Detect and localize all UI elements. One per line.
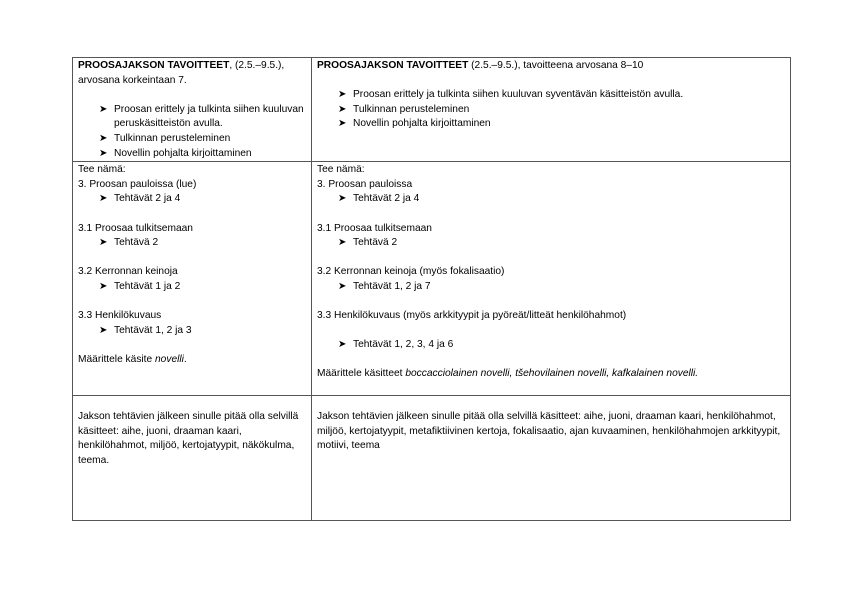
tasks-intro: Tee nämä:	[317, 164, 365, 176]
left-goals-list	[78, 103, 306, 161]
task-item: ➤ Tehtävät 2 ja 4	[338, 192, 785, 207]
task-item: ➤ Tehtävät 1 ja 2	[99, 280, 306, 295]
task-item: ➤ Tehtävä 2	[338, 236, 785, 251]
section-heading: 3.3 Henkilökuvaus (myös arkkityypit ja pyöreät/litteät henkilöhahmot)	[317, 310, 627, 322]
concepts-text: Jakson tehtävien jälkeen sinulle pitää olla selvillä käsitteet: aihe, juoni, draaman kaari, henkilöhahmot, miljöö, kertojatyypit, näkökulma, teema.	[78, 411, 299, 466]
arrow-bullet-icon: ➤	[338, 237, 347, 249]
left-goals-title: PROOSAJAKSON TAVOITTEET, (2.5.–9.5.),	[78, 60, 285, 71]
tasks-row	[73, 162, 791, 396]
right-goals-title: PROOSAJAKSON TAVOITTEET (2.5.–9.5.), tavoitteena arvosana 8–10	[317, 60, 644, 71]
arrow-bullet-icon: ➤	[99, 324, 108, 336]
list-item: ➤ Novellin pohjalta kirjoittaminen	[338, 117, 785, 132]
arrow-bullet-icon: ➤	[99, 103, 108, 115]
arrow-bullet-icon: ➤	[99, 132, 108, 144]
arrow-bullet-icon: ➤	[338, 339, 347, 351]
arrow-bullet-icon: ➤	[99, 147, 108, 159]
arrow-bullet-icon: ➤	[338, 193, 347, 205]
left-goals-subtitle: arvosana korkeintaan 7.	[78, 74, 187, 86]
task-item: ➤ Tehtävät 1, 2 ja 7	[338, 280, 785, 295]
right-tasks-cell	[312, 162, 791, 396]
right-goals-list	[317, 88, 785, 132]
section-heading: 3.3 Henkilökuvaus	[78, 310, 162, 322]
left-concepts-cell	[73, 396, 312, 521]
task-item: ➤ Tehtävät 1, 2, 3, 4 ja 6	[338, 338, 785, 353]
left-tasks-cell	[73, 162, 312, 396]
section-heading: 3.1 Proosaa tulkitsemaan	[78, 222, 193, 234]
section-heading: 3.2 Kerronnan keinoja	[78, 266, 178, 278]
course-plan-table	[72, 57, 791, 521]
arrow-bullet-icon: ➤	[338, 280, 347, 292]
list-item: ➤ Novellin pohjalta kirjoittaminen	[99, 147, 306, 162]
list-item: ➤ Tulkinnan perusteleminen	[99, 132, 306, 147]
arrow-bullet-icon: ➤	[338, 118, 347, 130]
arrow-bullet-icon: ➤	[338, 103, 347, 115]
task-item: ➤ Tehtävä 2	[99, 236, 306, 251]
concepts-row	[73, 396, 791, 521]
list-item: ➤ Proosan erittely ja tulkinta siihen kuuluvan peruskäsitteistön avulla.	[99, 103, 304, 130]
section-heading: 3. Proosan pauloissa (lue)	[78, 178, 197, 190]
list-item: ➤ Tulkinnan perusteleminen	[338, 103, 785, 118]
arrow-bullet-icon: ➤	[338, 89, 347, 101]
define-instruction: Määrittele käsitteet boccacciolainen novelli, tšehovilainen novelli, kafkalainen novelli.	[317, 368, 699, 380]
section-heading: 3. Proosan pauloissa	[317, 178, 413, 190]
section-heading: 3.1 Proosaa tulkitsemaan	[317, 222, 432, 234]
right-goals-cell	[312, 58, 791, 162]
left-goals-cell	[73, 58, 312, 162]
goals-row	[73, 58, 791, 162]
arrow-bullet-icon: ➤	[99, 280, 108, 292]
task-item: ➤ Tehtävät 2 ja 4	[99, 192, 306, 207]
tasks-intro: Tee nämä:	[78, 164, 126, 176]
concepts-text: Jakson tehtävien jälkeen sinulle pitää olla selvillä käsitteet: aihe, juoni, draaman kaari, henkilöhahmot, miljöö, kertojatyypit, metafiktiivinen kertoja, fokalisaatio, ajan kuvaaminen, henkilöhahmojen arkkityypit, motiivi, teema	[317, 411, 781, 452]
section-heading: 3.2 Kerronnan keinoja (myös fokalisaatio)	[317, 266, 505, 278]
task-item: ➤ Tehtävät 1, 2 ja 3	[99, 324, 306, 339]
arrow-bullet-icon: ➤	[99, 193, 108, 205]
arrow-bullet-icon: ➤	[99, 237, 108, 249]
list-item: ➤ Proosan erittely ja tulkinta siihen kuuluvan syventävän käsitteistön avulla.	[338, 88, 785, 103]
define-instruction: Määrittele käsite novelli.	[78, 353, 187, 365]
right-concepts-cell	[312, 396, 791, 521]
